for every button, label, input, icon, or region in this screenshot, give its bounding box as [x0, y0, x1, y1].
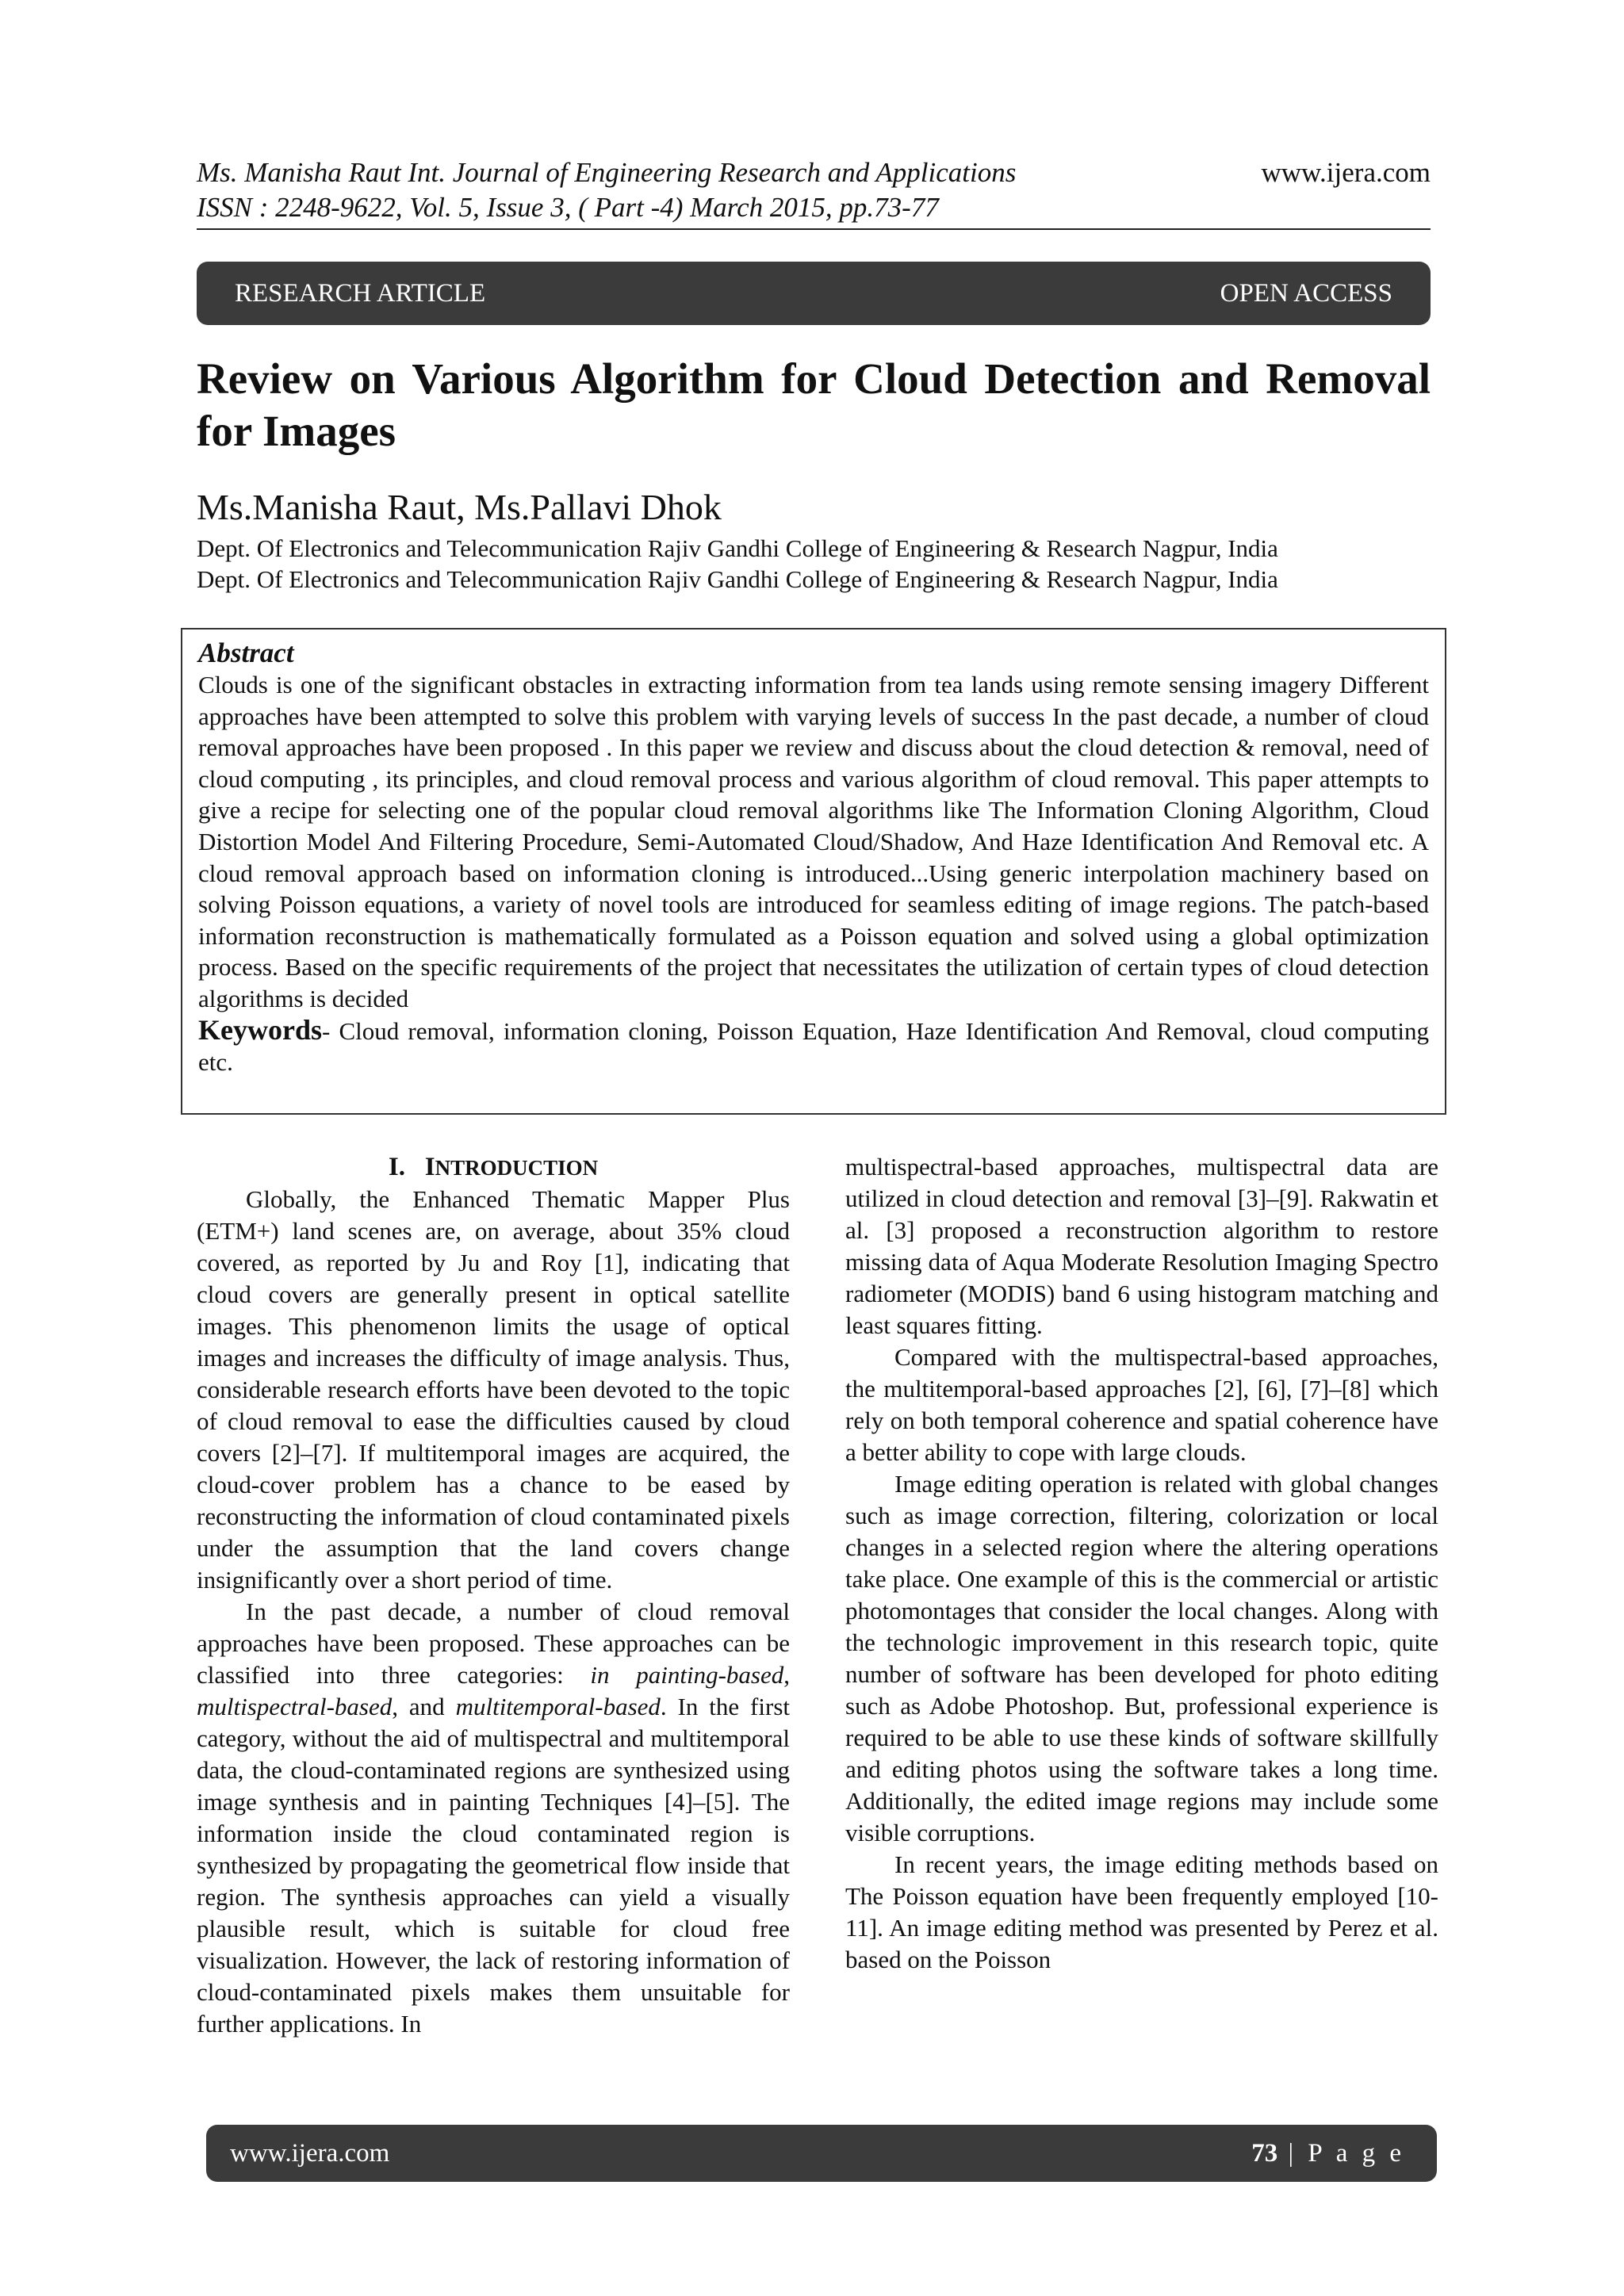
text-run: ,	[783, 1661, 790, 1689]
keywords-label: Keywords	[198, 1013, 322, 1046]
footer-banner	[206, 2125, 1437, 2182]
header-divider	[197, 228, 1431, 230]
footer-url[interactable]: www.ijera.com	[230, 2139, 390, 2168]
authors: Ms.Manisha Raut, Ms.Pallavi Dhok	[197, 487, 722, 527]
page-number-value: 73	[1251, 2139, 1278, 2168]
page-label: | P a g e	[1277, 2139, 1405, 2168]
left-column	[197, 1151, 790, 2040]
open-access-label: OPEN ACCESS	[1220, 279, 1392, 308]
article-type-banner	[197, 262, 1431, 325]
abstract-heading: Abstract	[198, 637, 294, 668]
paragraph: Image editing operation is related with global changes such as image correction, filtering, colorization or local changes in a selected region where the altering operations take place. One example of this is the commercial or artistic photomontages that consider the local changes. Along with the technologic improvement in this research topic, quite number of software has been developed for photo editing such as Adobe Photoshop. But, professional experience is required to be able to use these kinds of software skillfully and editing photos using the software takes a long time. Additionally, the edited image regions may include some visible corruptions.	[845, 1470, 1438, 1846]
section-title-rest: NTRODUCTION	[435, 1156, 599, 1180]
issn-line: ISSN : 2248-9622, Vol. 5, Issue 3, ( Part -4) March 2015, pp.73-77	[197, 192, 939, 223]
paragraph: multispectral-based approaches, multispectral data are utilized in cloud detection and removal [3]–[9]. Rakwatin et al. [3] proposed a reconstruction algorithm to restore missing data of Aqua Moderate Resolution Imaging Spectro radiometer (MODIS) band 6 using histogram matching and least squares fitting.	[845, 1153, 1438, 1339]
italic-term: multispectral-based	[197, 1693, 393, 1720]
section-title-initial: I	[424, 1153, 435, 1181]
page-number	[1251, 2125, 1405, 2182]
keywords-text: - Cloud removal, information cloning, Poisson Equation, Haze Identification And Removal, cloud computing etc.	[198, 1016, 1429, 1077]
article-type-label: RESEARCH ARTICLE	[235, 279, 486, 308]
keywords	[198, 1015, 1429, 1078]
abstract-text: Clouds is one of the significant obstacles in extracting information from tea lands using remote sensing imagery Different approaches have been attempted to solve this problem with varying levels of success In the past decade, a number of cloud removal approaches have been proposed . In this paper we review and discuss about the cloud detection & removal, need of cloud computing , its principles, and cloud removal process and various algorithm of cloud removal. This paper attempts to give a recipe for selecting one of the popular cloud removal algorithms like The Information Cloning Algorithm, Cloud Distortion Model And Filtering Procedure, Semi-Automated Cloud/Shadow, And Haze Identification And Removal etc. A cloud removal approach based on information cloning is introduced...Using generic interpolation machinery based on solving Poisson equations, a variety of novel tools are introduced for seamless editing of image regions. The patch-based information reconstruction is mathematically formulated as a Poisson equation and solved using a global optimization process. Based on the specific requirements of the project that necessitates the utilization of certain types of cloud detection algorithms is decided	[198, 671, 1429, 1012]
italic-term: in painting-based	[590, 1661, 784, 1689]
paragraph: Globally, the Enhanced Thematic Mapper Plus (ETM+) land scenes are, on average, about 35% cloud covered, as reported by Ju and Roy [1], indicating that cloud covers are generally present in optical satellite images. This phenomenon limits the usage of optical images and increases the difficulty of image analysis. Thus, considerable research efforts have been devoted to the topic of cloud removal to ease the difficulties caused by cloud covers [2]–[7]. If multitemporal images are acquired, the cloud-cover problem has a chance to be eased by reconstructing the information of cloud contaminated pixels under the assumption that the land covers change insignificantly over a short period of time.	[197, 1185, 790, 1594]
paragraph: In recent years, the image editing methods based on The Poisson equation have been frequently employed [10-11]. An image editing method was presented by Perez et al. based on the Poisson	[845, 1850, 1438, 1973]
text-run: . In the first category, without the aid of multispectral and multitemporal data, the cloud-contaminated regions are synthesized using image synthesis and in painting Techniques [4]–[5]. The information inside the cloud contaminated region is synthesized by propagating the geometrical flow inside that region. The synthesis approaches can yield a visually plausible result, which is suitable for cloud free visualization. However, the lack of restoring information of cloud-contaminated pixels makes them unsuitable for further applications. In	[197, 1693, 790, 2038]
header-url[interactable]: www.ijera.com	[1261, 157, 1431, 188]
journal-citation: Ms. Manisha Raut Int. Journal of Engineering Research and Applications	[197, 157, 1017, 188]
journal-header-line	[197, 155, 1431, 190]
affiliation: Dept. Of Electronics and Telecommunication Rajiv Gandhi College of Engineering & Research Nagpur, India	[197, 534, 1278, 562]
section-heading	[197, 1151, 790, 1184]
paragraph	[197, 1596, 790, 2040]
text-run: In the past decade, a number of cloud removal approaches have been proposed. These approaches can be classified into three categories:	[197, 1598, 790, 1689]
affiliation: Dept. Of Electronics and Telecommunication Rajiv Gandhi College of Engineering & Research Nagpur, India	[197, 565, 1278, 593]
paper-title: Review on Various Algorithm for Cloud Detection and Removal for Images	[197, 354, 1431, 455]
abstract-box	[181, 628, 1446, 1115]
section-number: I.	[388, 1153, 405, 1181]
paragraph: Compared with the multispectral-based approaches, the multitemporal-based approaches [2], [6], [7]–[8] which rely on both temporal coherence and spatial coherence have a better ability to cope with large clouds.	[845, 1343, 1438, 1466]
right-column	[845, 1151, 1438, 1976]
text-run: , and	[392, 1693, 456, 1720]
italic-term: multitemporal-based	[455, 1693, 661, 1720]
